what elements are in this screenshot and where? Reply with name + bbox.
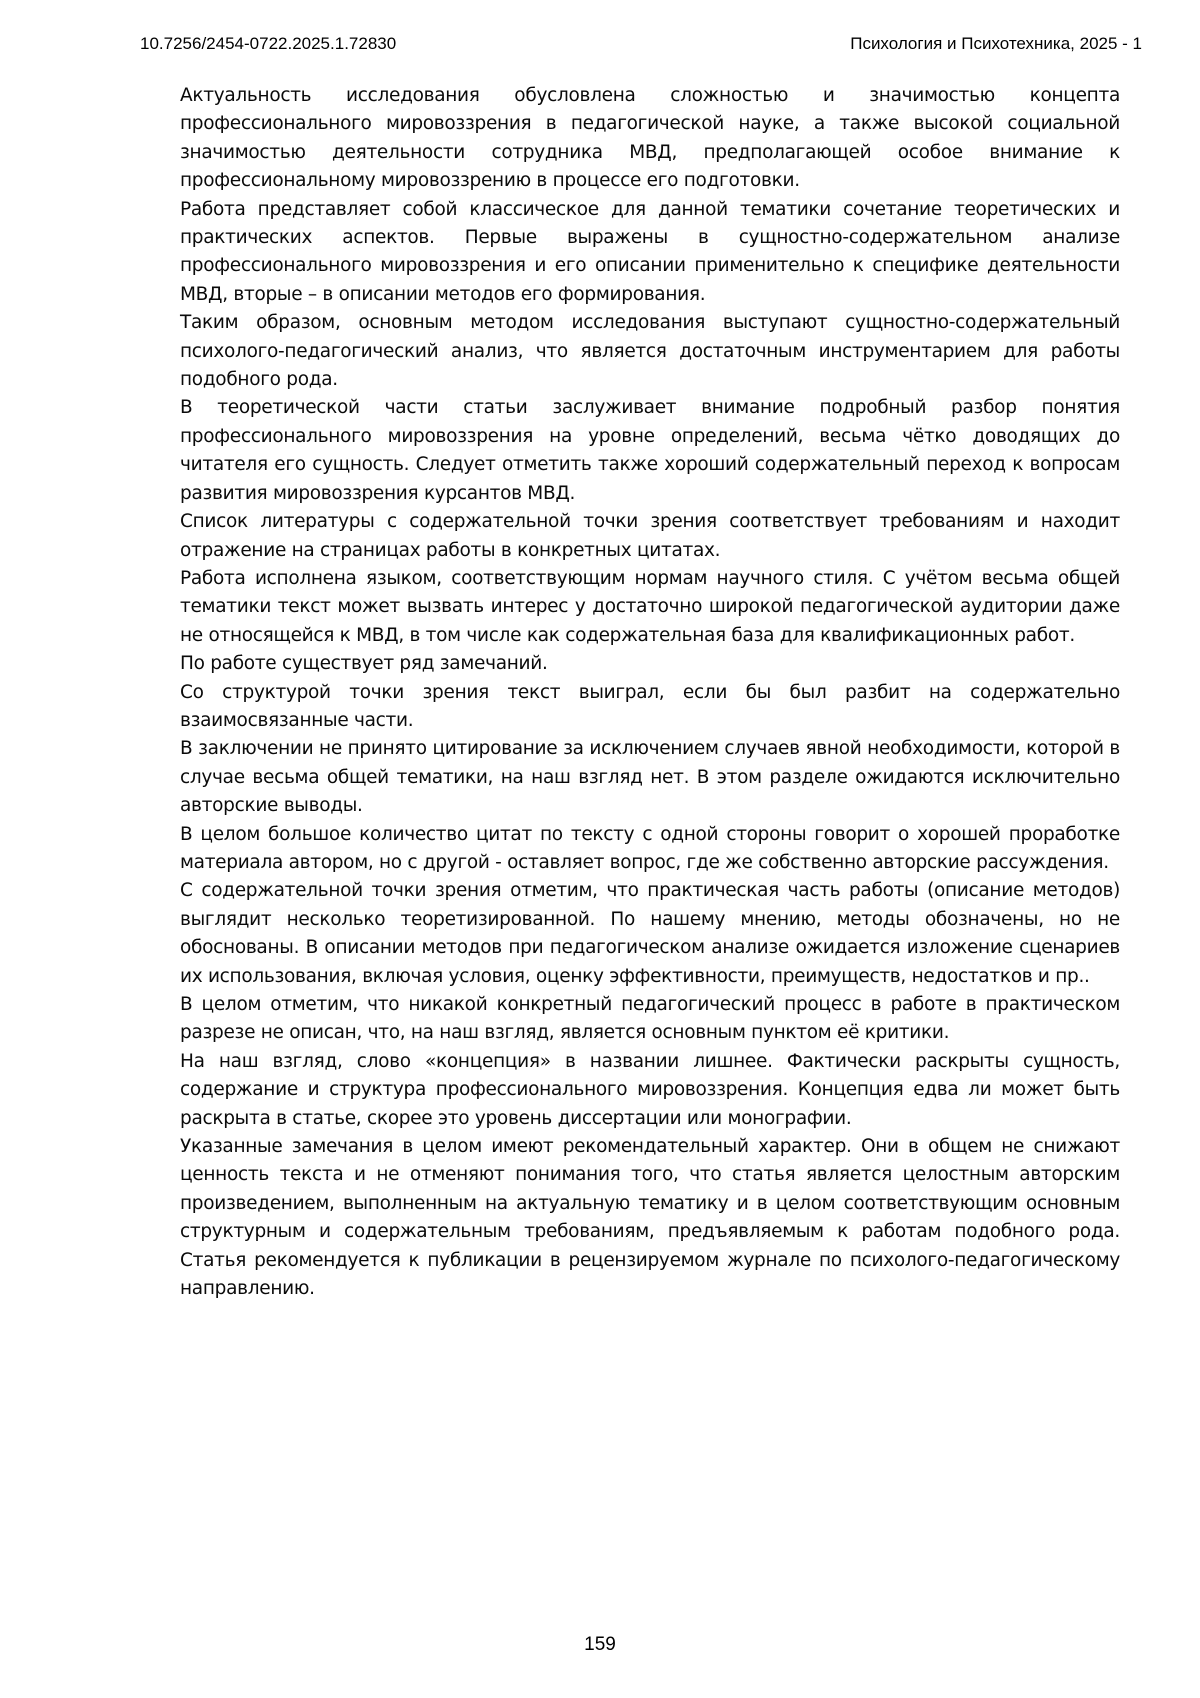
paragraph: Список литературы с содержательной точки зрения соответствует требованиям и находит отражение на страницах работы в конкретных цитатах. xyxy=(180,511,1120,561)
paragraph: Указанные замечания в целом имеют рекомендательный характер. Они в общем не снижают ценность текста и не отменяют понимания того, что статья является целостным авторским произведением, выполненным на актуальную тематику и в целом соответствующим основным структурным и содержательным требованиям, предъявляемым к работам подобного рода. Статья рекомендуется к публикации в рецензируемом журнале по психолого-педагогическому направлению. xyxy=(180,1136,1120,1300)
paragraph: На наш взгляд, слово «концепция» в названии лишнее. Фактически раскрыты сущность, содержание и структура профессионального мировоззрения. Концепция едва ли может быть раскрыта в статье, скорее это уровень диссертации или монографии. xyxy=(180,1050,1120,1129)
paragraph: В теоретической части статьи заслуживает внимание подробный разбор понятия профессионального мировоззрения на уровне определений, весьма чётко доводящих до читателя его сущность. Следует отметить также хороший содержательный переход к вопросам развития мировоззрения курсантов МВД. xyxy=(180,397,1120,504)
paragraph: В заключении не принято цитирование за исключением случаев явной необходимости, которой в случае весьма общей тематики, на наш взгляд нет. В этом разделе ожидаются исключительно авторские выводы. xyxy=(180,738,1120,817)
page-number: 159 xyxy=(584,1634,616,1655)
review-text xyxy=(180,82,1120,1303)
paragraph: В целом отметим, что никакой конкретный педагогический процесс в работе в практическом разрезе не описан, что, на наш взгляд, является основным пунктом её критики. xyxy=(180,994,1120,1044)
paragraph: Работа представляет собой классическое для данной тематики сочетание теоретических и практических аспектов. Первые выражены в сущностно-содержательном анализе профессионального мировоззрения и его описании применительно к специфике деятельности МВД, вторые – в описании методов его формирования. xyxy=(180,198,1120,305)
paragraph: По работе существует ряд замечаний. xyxy=(180,653,548,675)
paragraph: В целом большое количество цитат по тексту с одной стороны говорит о хорошей проработке материала автором, но с другой - оставляет вопрос, где же собственно авторские рассуждения. xyxy=(180,823,1120,873)
page-footer xyxy=(0,1634,1200,1656)
paragraph: Актуальность исследования обусловлена сложностью и значимостью концепта профессионального мировоззрения в педагогической науке, а также высокой социальной значимостью деятельности сотрудника МВД, предполагающей особое внимание к профессиональному мировоззрению в процессе его подготовки. xyxy=(180,85,1120,192)
paragraph: С содержательной точки зрения отметим, что практическая часть работы (описание методов) выглядит несколько теоретизированной. По нашему мнению, методы обозначены, но не обоснованы. В описании методов при педагогическом анализе ожидается изложение сценариев их использования, включая условия, оценку эффективности, преимуществ, недостатков и пр.. xyxy=(180,880,1120,987)
paragraph: Работа исполнена языком, соответствующим нормам научного стиля. С учётом весьма общей тематики текст может вызвать интерес у достаточно широкой педагогической аудитории даже не относящейся к МВД, в том числе как содержательная база для квалификационных работ. xyxy=(180,567,1120,646)
paragraph: Таким образом, основным методом исследования выступают сущностно-содержательный психолого-педагогический анализ, что является достаточным инструментарием для работы подобного рода. xyxy=(180,312,1120,391)
paragraph: Со структурой точки зрения текст выиграл, если бы был разбит на содержательно взаимосвязанные части. xyxy=(180,681,1120,731)
page-header xyxy=(140,34,1142,54)
header-journal-title: Психология и Психотехника, 2025 - 1 xyxy=(850,34,1142,53)
header-doi: 10.7256/2454-0722.2025.1.72830 xyxy=(140,34,397,53)
